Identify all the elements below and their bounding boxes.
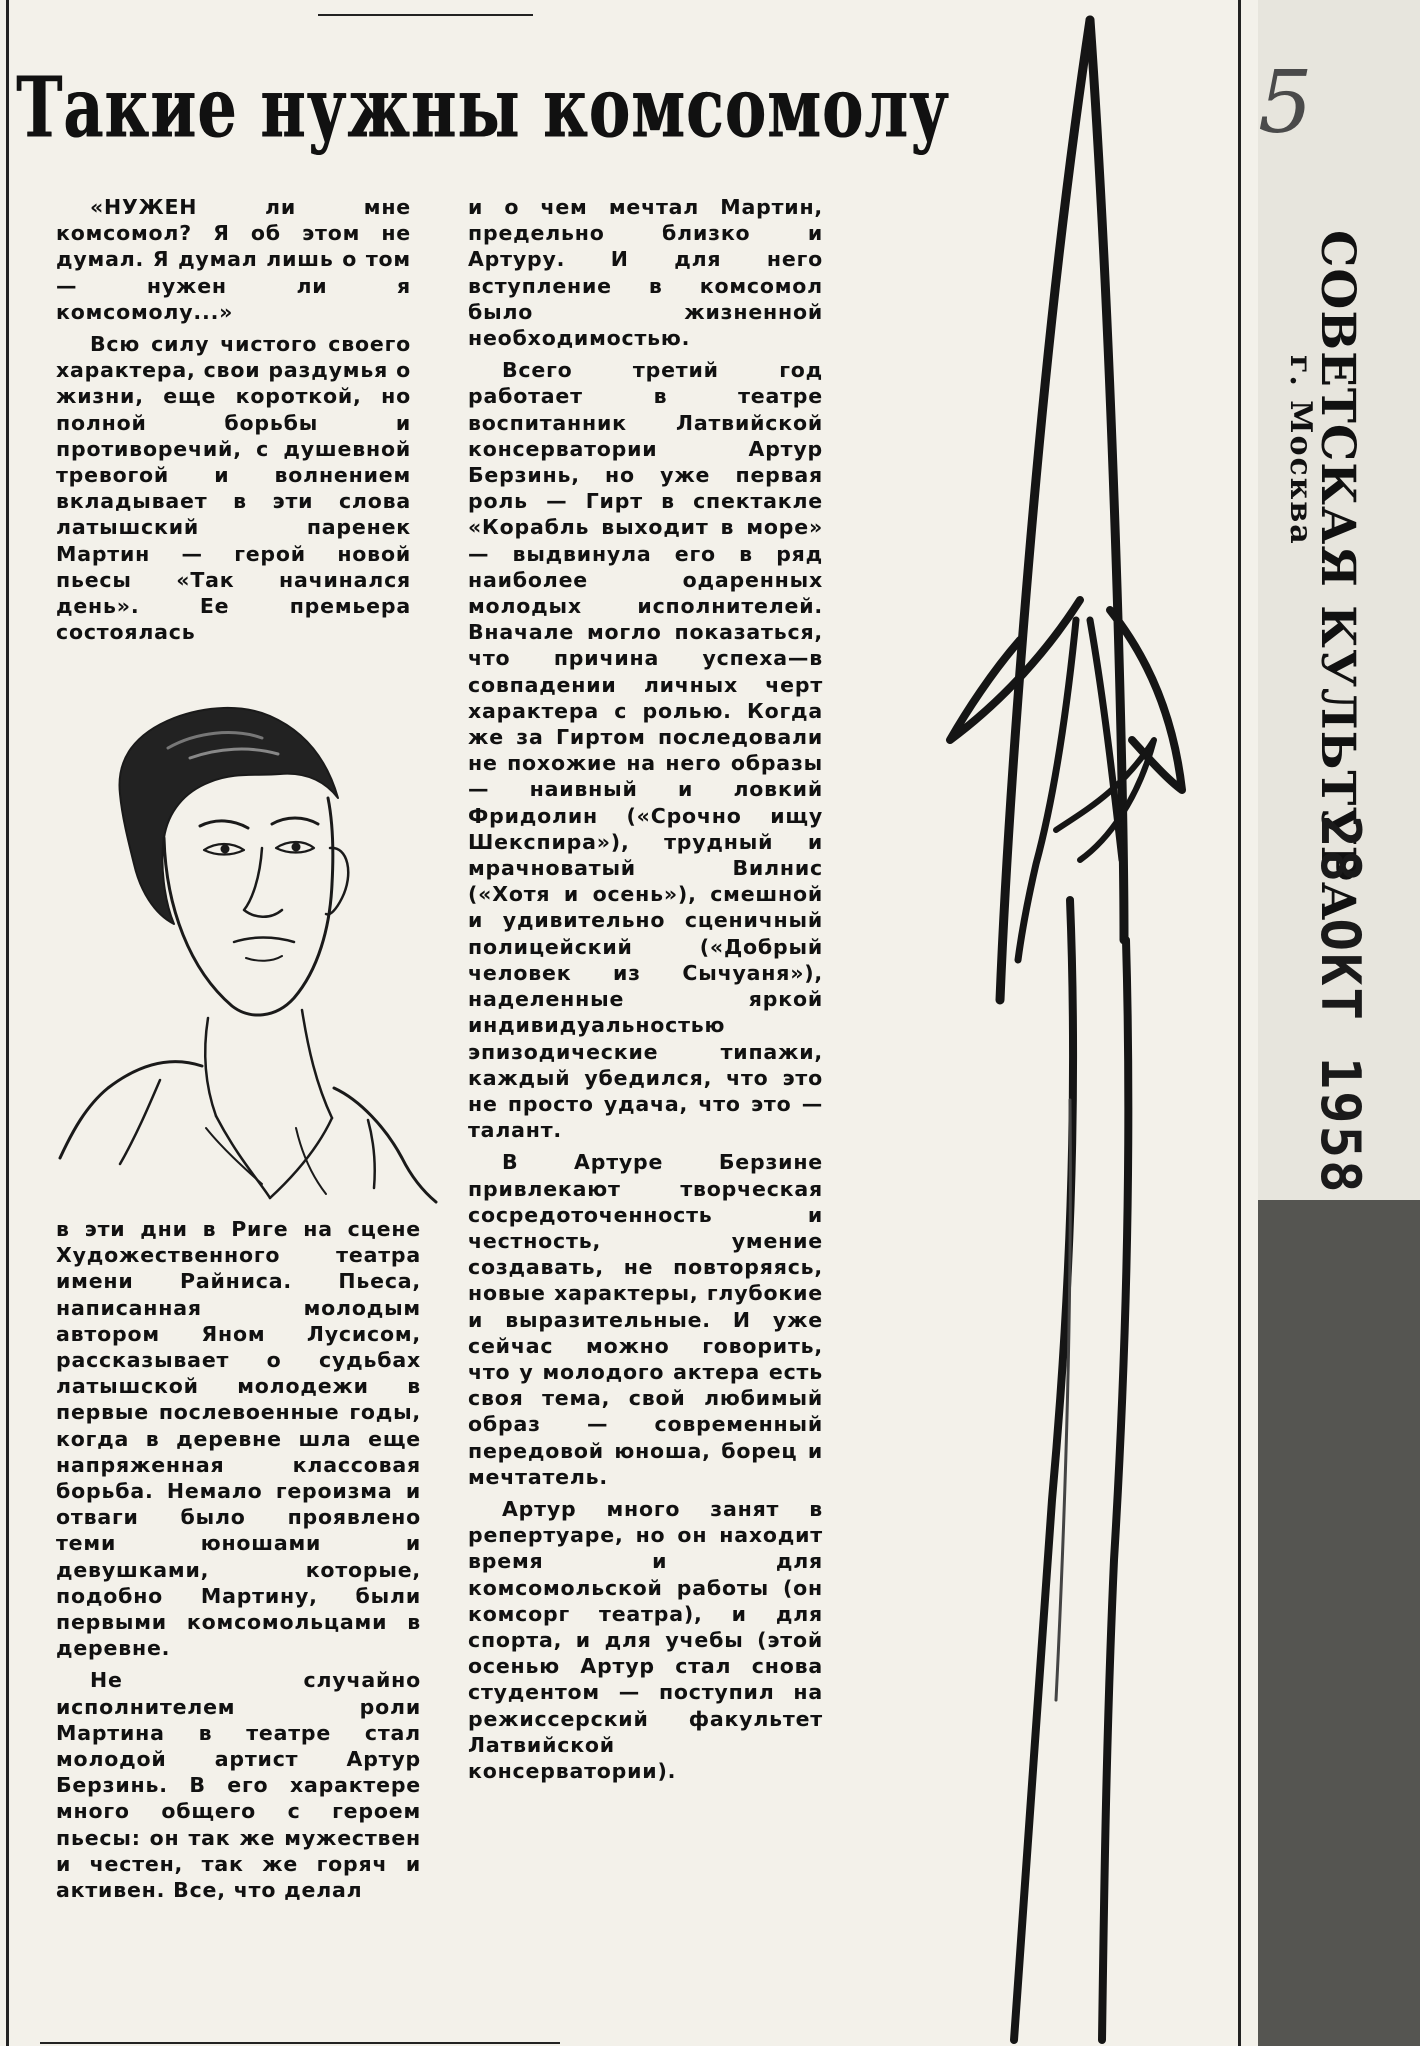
rocket-illustration	[900, 0, 1190, 2046]
dark-background-strip	[1258, 1200, 1420, 2046]
paragraph: Артур много занят в репертуаре, но он находит время и для комсомольской работы (он комсорг театра), и для спорта, и для учебы (этой осенью Артур стал снова студентом — поступил на режиссерский факультет Латвийской консерватории).	[468, 1496, 823, 1783]
article-column-2	[468, 194, 823, 2034]
page-number-handwritten: 5	[1258, 53, 1313, 153]
paragraph: в эти дни в Риге на сцене Художественного театра имени Райниса. Пьеса, написанная молодым автором Яном Лусисом, рассказывает о судьбах латышской молодежи в первые послевоенные годы, когда в деревне шла еще напряженная классовая борьба. Немало героизма и отваги было проявлено теми юношами и девушками, которые, подобно Мартину, были первыми комсомольцами в деревне.	[56, 1217, 421, 1661]
paragraph: Всю силу чистого своего характера, свои раздумья о жизни, еще короткой, но полной борьбы и противоречий, с душевной тревогой и волнением вкладывает в эти слова латышский паренек Мартин — герой новой пьесы «Так начинался день». Ее премьера состоялась	[56, 332, 411, 645]
article-column-1-bottom	[56, 1216, 421, 2036]
paragraph: В Артуре Берзине привлекают творческая сосредоточенность и честность, умение создавать, не повторяясь, новые характеры, глубокие и выразительные. И уже сейчас можно говорить, что у молодого актера есть своя тема, свой любимый образ — современный передовой юноша, борец и мечтатель.	[468, 1150, 823, 1489]
bottom-rule	[40, 2042, 560, 2044]
paragraph: Всего третий год работает в театре воспитанник Латвийской консерватории Артур Берзинь, но уже первая роль — Гирт в спектакле «Корабль выходит в море» — выдвинула его в ряд наиболее одаренных молодых исполнителей. Вначале могло показаться, что причина успеха—в совпадении личных черт характера с ролью. Когда же за Гиртом последовали не похожие на него образы — наивный и ловкий Фридолин («Срочно ищу Шекспира»), трудный и мрачноватый Вилнис («Хотя и осень»), смешной и удивительно сценичный полицейский («Добрый человек из Сычуаня»), наделенные яркой индивидуальностью эпизодические типажи, каждый убедился, что это не просто удача, что это —талант.	[468, 358, 823, 1143]
paragraph: Не случайно исполнителем роли Мартина в театре стал молодой артист Артур Берзинь. В его характере много общего с героем пьесы: он так же мужествен и честен, так же горяч и активен. Все, что делал	[56, 1668, 421, 1903]
right-border	[1238, 0, 1241, 2046]
paragraph: и о чем мечтал Мартин, предельно близко и Артуру. И для него вступление в комсомол было жизненной необходимостью.	[468, 195, 823, 351]
top-rule	[318, 14, 533, 16]
date-stamp: 28 ОКТ 1958	[1309, 815, 1372, 1195]
newspaper-masthead: СОВЕТСКАЯ КУЛЬТУРА	[1310, 230, 1365, 922]
left-border	[6, 0, 9, 2046]
newspaper-city: г. Москва	[1283, 355, 1318, 546]
portrait-illustration	[56, 688, 448, 1210]
article-headline: Такие нужны комсомолу	[16, 58, 950, 157]
paragraph: «НУЖЕН ли мне комсомол? Я об этом не думал. Я думал лишь о том — нужен ли я комсомолу...»	[56, 195, 411, 324]
article-column-1-top	[56, 194, 411, 674]
